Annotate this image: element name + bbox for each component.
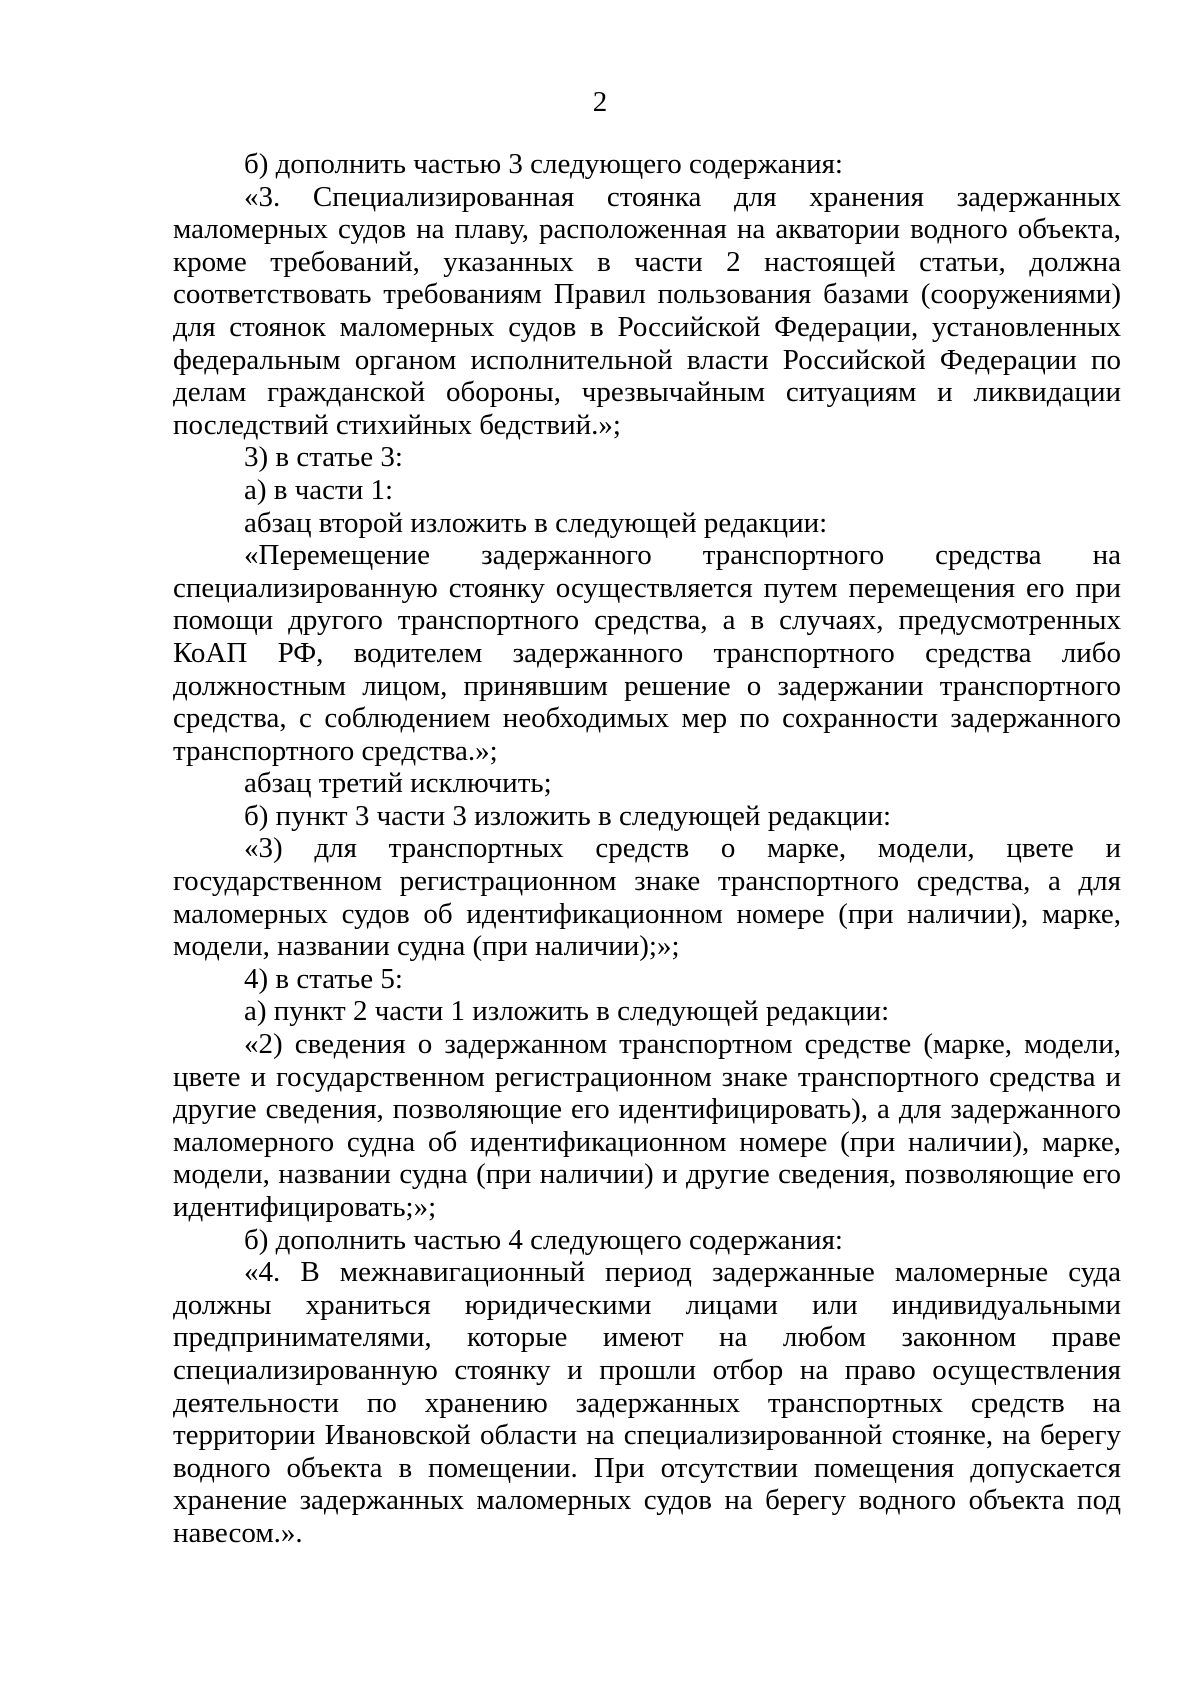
paragraph-point3-text: «3) для транспортных средств о марке, модели, цвете и государственном регистрационном знаке транспортного средства, а для маломерных судов об идентификационном номере (при наличии), марке, модели, названии судна (при наличии);»; <box>173 832 1121 963</box>
paragraph-part4-text: «4. В межнавигационный период задержанные маломерные суда должны храниться юридическими лицами или индивидуальными предпринимателями, которые имеют на любом законном праве специализированную стоянку и прошли отбор на право осуществления деятельности по хранению задержанных транспортных средств на территории Ивановской области на специализированной стоянке, на берегу водного объекта в помещении. При отсутствии помещения допускается хранение задержанных маломерных судов на берегу водного объекта под навесом.». <box>173 1256 1121 1549</box>
paragraph-point2-intro: а) пункт 2 части 1 изложить в следующей редакции: <box>244 995 890 1028</box>
paragraph-article3-heading: 3) в статье 3: <box>244 441 403 474</box>
paragraph-article5-heading: 4) в статье 5: <box>244 962 403 995</box>
paragraph-relocation-text: «Перемещение задержанного транспортного средства на специализированную стоянку осуществляется путем перемещения его при помощи другого транспортного средства, а в случаях, предусмотренных КоАП РФ, водителем задержанного транспортного средства либо должностным лицом, принявшим решение о задержании транспортного средства, с соблюдением необходимых мер по сохранности задержанного транспортного средства.»; <box>173 539 1121 767</box>
page-number: 2 <box>592 86 608 118</box>
document-body <box>173 148 1121 1550</box>
paragraph-point2-text: «2) сведения о задержанном транспортном средстве (марке, модели, цвете и государственном регистрационном знаке транспортного средства и другие сведения, позволяющие его идентифицировать), а для задержанного маломерного судна об идентификационном номере (при наличии), марке, модели, названии судна (при наличии) и другие сведения, позволяющие его идентифицировать;»; <box>173 1028 1121 1223</box>
paragraph-article3-part1: а) в части 1: <box>244 473 394 506</box>
paragraph-part4-intro: б) дополнить частью 4 следующего содержания: <box>244 1223 843 1256</box>
paragraph-part3-text: «3. Специализированная стоянка для хранения задержанных маломерных судов на плаву, расположенная на акватории водного объекта, кроме требований, указанных в части 2 настоящей статьи, должна соответствовать требованиям Правил пользования базами (сооружениями) для стоянок маломерных судов в Российской Федерации, установленных федеральным органом исполнительной власти Российской Федерации по делам гражданской обороны, чрезвычайным ситуациям и ликвидации последствий стихийных бедствий.»; <box>173 180 1121 441</box>
paragraph-third-abzac-exclude: абзац третий исключить; <box>244 767 552 800</box>
paragraph-second-abzac-intro: абзац второй изложить в следующей редакции: <box>244 506 828 539</box>
paragraph-point3-intro: б) пункт 3 части 3 изложить в следующей редакции: <box>244 799 892 832</box>
paragraph-amendment-b-part3: б) дополнить частью 3 следующего содержания: <box>244 148 843 180</box>
